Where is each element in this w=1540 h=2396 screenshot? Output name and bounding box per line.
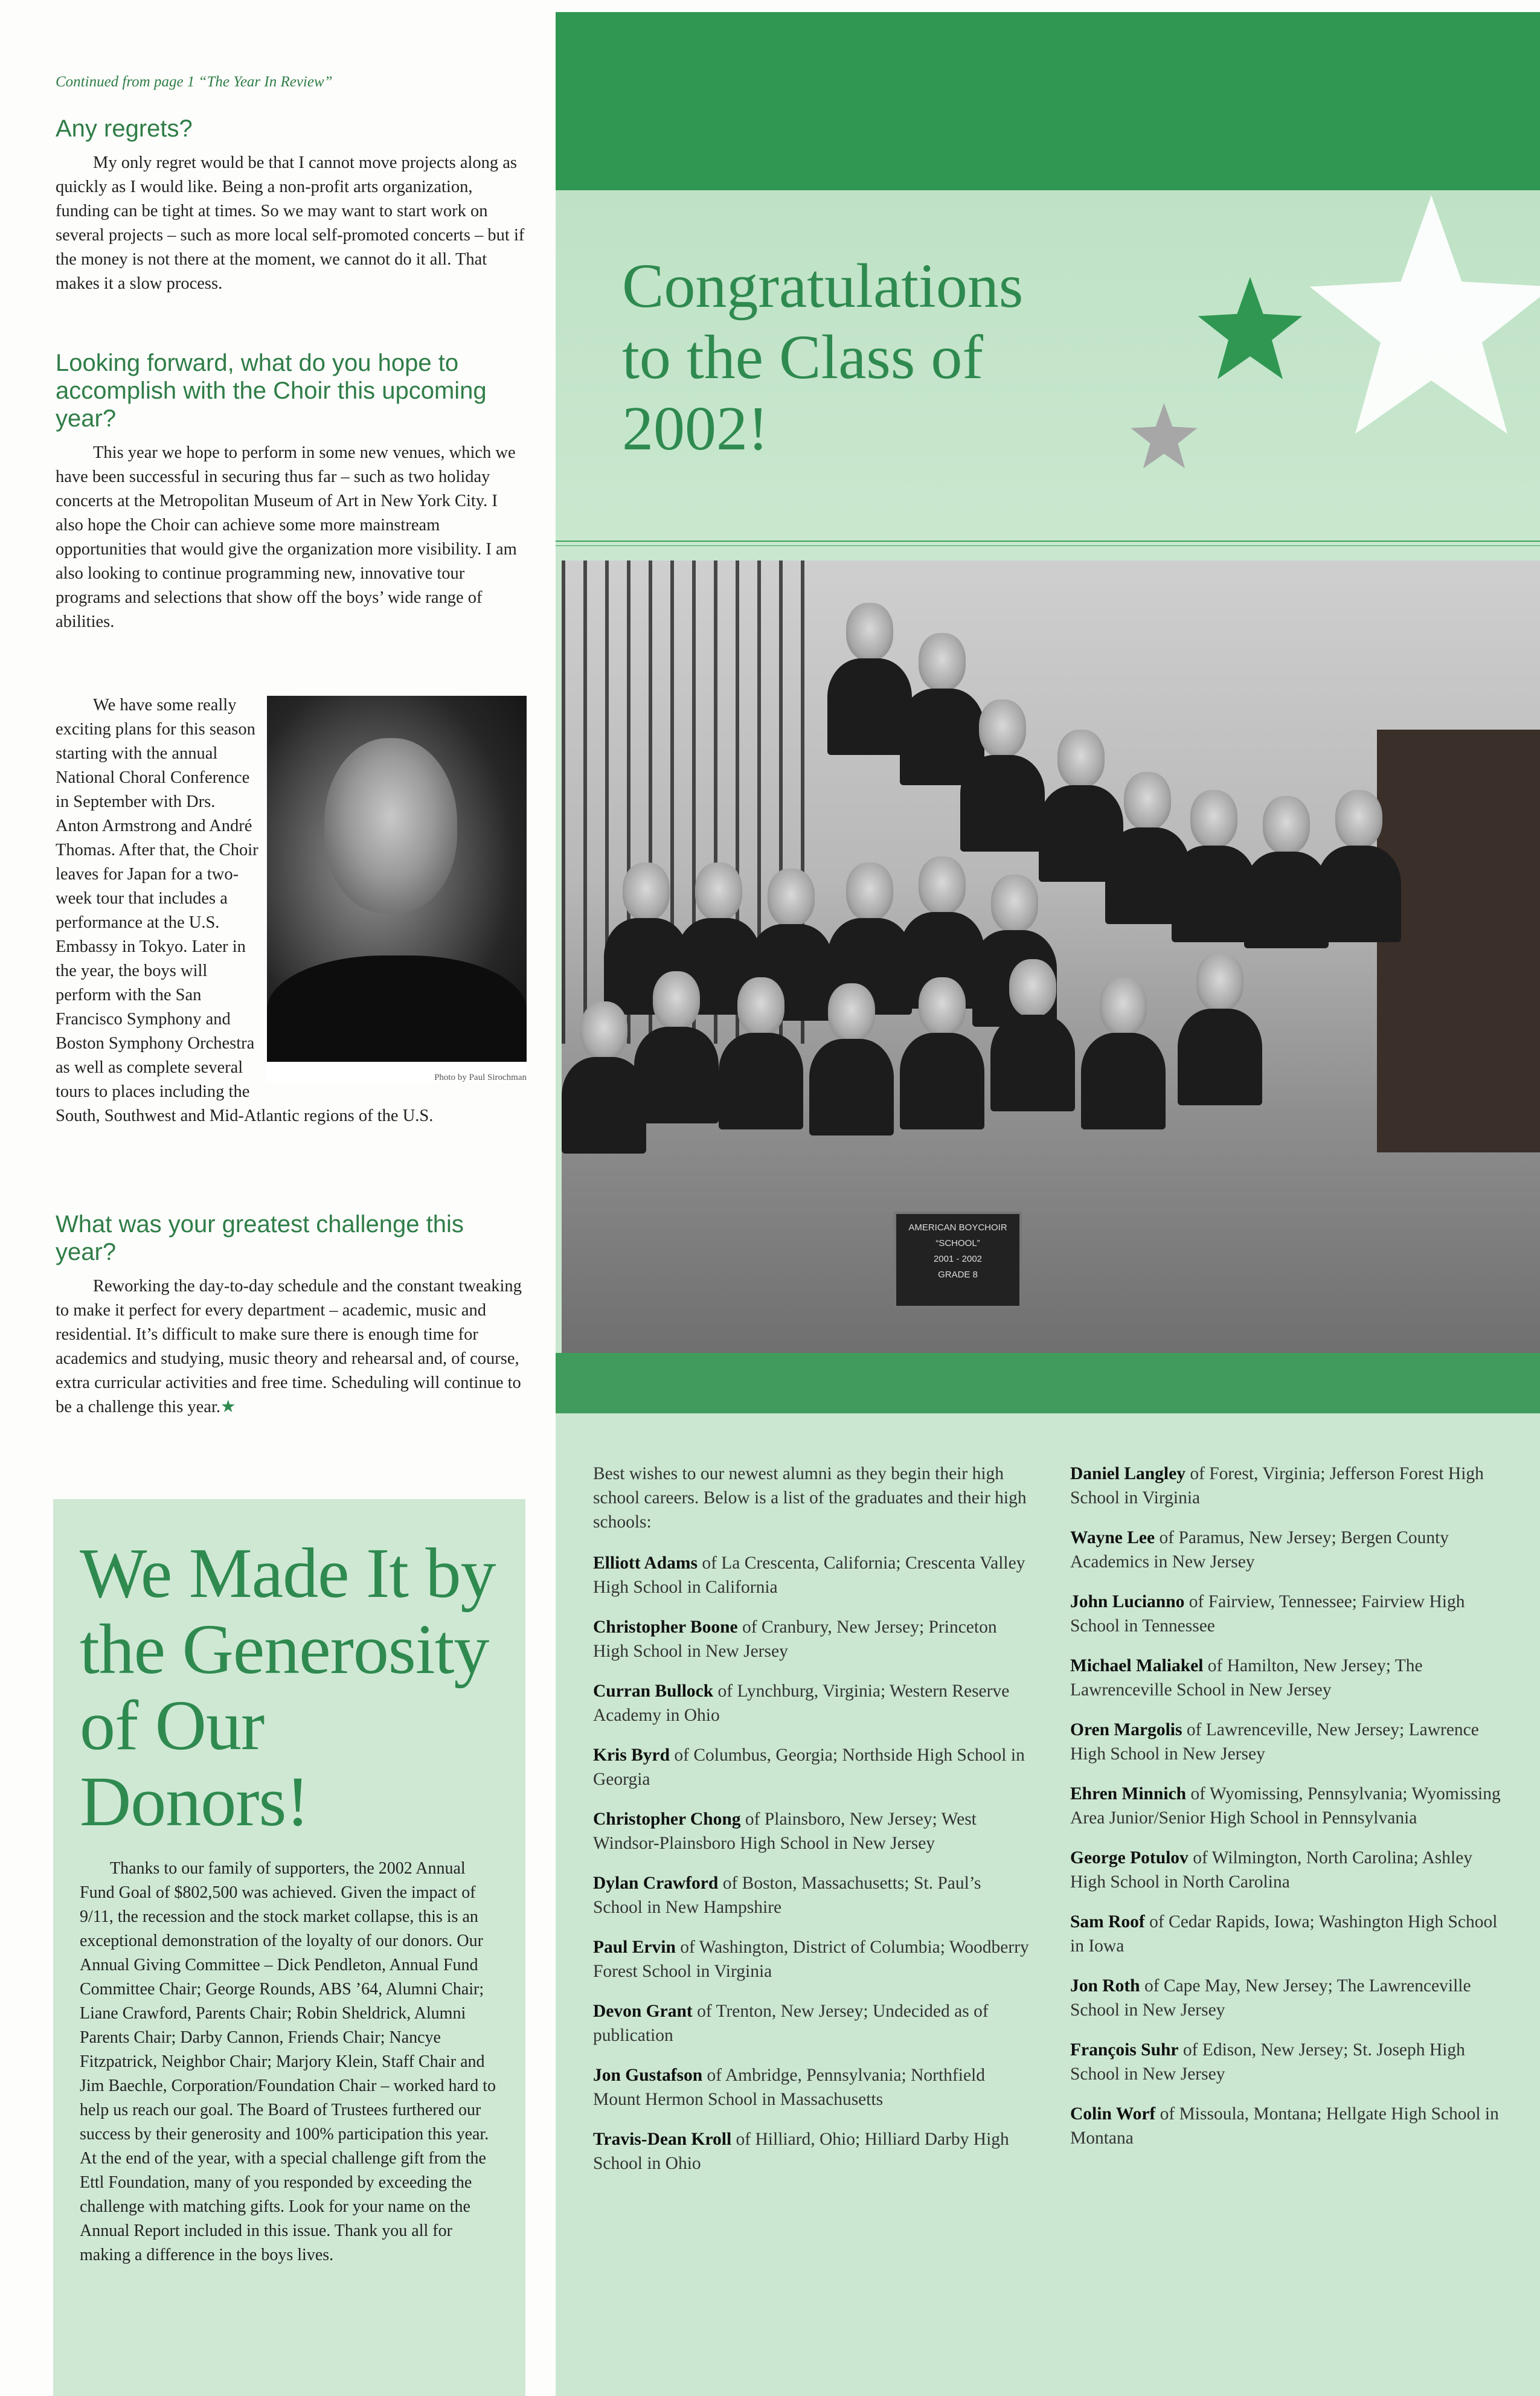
graduate-entry: [1070, 2102, 1511, 2150]
wooden-door: [1377, 730, 1540, 1152]
portrait-photo: [267, 696, 527, 1082]
portrait-image: [267, 696, 527, 1062]
student-figure: [1081, 977, 1166, 1128]
student-figure: [960, 699, 1045, 850]
congrats-line2: to the Class of: [622, 323, 983, 392]
graduate-name: Curran Bullock: [593, 1681, 714, 1701]
class-plaque: [894, 1212, 1022, 1308]
end-star-icon: ★: [220, 1398, 236, 1416]
question-heading: Any regrets?: [56, 115, 193, 142]
graduate-detail: of Wilmington, North Carolina; Ashley High School in North Carolina: [1070, 1848, 1473, 1892]
student-figure: [1244, 796, 1329, 947]
congrats-line1: Congratulations: [622, 251, 1024, 321]
class-group-photo: [562, 560, 1540, 1353]
graduate-detail: of Missoula, Montana; Hellgate High School in Montana: [1070, 2104, 1499, 2148]
portrait-shirt: [267, 956, 527, 1062]
student-figure: [809, 983, 894, 1134]
continued-note: Continued from page 1 “The Year In Review”: [56, 74, 333, 90]
donors-box: [53, 1499, 525, 2396]
graduate-detail: of Lawrenceville, New Jersey; Lawrence High School in New Jersey: [1070, 1720, 1479, 1764]
graduate-detail: of Washington, District of Columbia; Woodberry Forest School in Virginia: [593, 1938, 1029, 1981]
graduate-detail: of Edison, New Jersey; St. Joseph High School in New Jersey: [1070, 2040, 1465, 2084]
graduate-name: Kris Byrd: [593, 1746, 670, 1765]
graduate-name: Paul Ervin: [593, 1938, 676, 1957]
plaque-line: “SCHOOL”: [935, 1238, 980, 1248]
congrats-banner: [556, 190, 1540, 550]
graduate-entry: [1070, 1654, 1511, 1702]
graduate-entry: [1070, 2038, 1511, 2086]
qa-regrets: [56, 115, 527, 296]
answer-text: [56, 1274, 527, 1419]
donors-body: Thanks to our family of supporters, the 2002 Annual Fund Goal of $802,500 was achieved. Given the impact of 9/11, the recession and the stock market collapse, this is an exceptional demonstration of the loyalty of our donors. Our Annual Giving Committee – Dick Pendleton, Annual Fund Committee Chair; George Rounds, ABS ’64, Alumni Chair; Liane Crawford, Parents Chair; Robin Sheldrick, Alumni Parents Chair; Darby Cannon, Friends Chair; Nancye Fitzpatrick, Neighbor Chair; Marjory Klein, Staff Chair and Jim Baechle, Corporation/Foundation Chair – worked hard to help us reach our goal. The Board of Trustees furthered our success by their generosity and 100% participation this year. At the end of the year, with a special challenge gift from the Ettl Foundation, many of you responded by exceeding the challenge with matching gifts. Look for your name on the Annual Report included in this issue. Thank you all for making a difference in the boys lives.: [80, 1859, 496, 2264]
student-figure: [562, 1001, 646, 1152]
student-figure: [634, 971, 719, 1122]
graduate-detail: of Hamilton, New Jersey; The Lawrenceville School in New Jersey: [1070, 1656, 1423, 1700]
graduate-name: Jon Gustafson: [593, 2066, 703, 2085]
plaque-line: GRADE 8: [938, 1270, 978, 1280]
plans-text: We have some really exciting plans for this season starting with the annual National Choral Conference in September with Drs. Anton Armstrong and André Thomas. After that, the Choir leaves for Japan for a two-week tour that includes a performance at the U.S. Embassy in Tokyo. Later in the year, the boys will perform with the San Francisco Symphony and Boston Symphony Orchestra as well as complete several tours to places including the South, Southwest and Mid-Atlantic regions of the U.S.: [56, 696, 434, 1125]
graduate-entry: [593, 2127, 1034, 2176]
graduate-detail: of Paramus, New Jersey; Bergen County Academics in New Jersey: [1070, 1528, 1449, 1572]
graduate-entry: [1070, 1782, 1511, 1830]
large-white-star-icon: [1304, 178, 1540, 456]
graduate-name: Elliott Adams: [593, 1553, 698, 1573]
graduate-name: Jon Roth: [1070, 1976, 1140, 1996]
graduate-entry: [1070, 1718, 1511, 1766]
qa-looking-forward: [56, 349, 527, 634]
graduate-name: Daniel Langley: [1070, 1464, 1185, 1483]
graduate-entry: [593, 1743, 1034, 1791]
graduate-name: Wayne Lee: [1070, 1528, 1155, 1547]
question-heading: Looking forward, what do you hope to accomplish with the Choir this upcoming year?: [56, 350, 487, 432]
graduate-name: Oren Margolis: [1070, 1720, 1182, 1739]
graduate-name: Christopher Boone: [593, 1617, 738, 1637]
mid-green-band: [556, 1353, 1540, 1413]
graduate-entry: [593, 1615, 1034, 1663]
plaque-line: 2001 - 2002: [933, 1254, 983, 1264]
student-figure: [719, 977, 803, 1128]
graduates-column-1: [593, 1462, 1034, 2191]
graduate-entry: [1070, 1846, 1511, 1894]
graduate-detail: of Ambridge, Pennsylvania; Northfield Mount Hermon School in Massachusetts: [593, 2066, 985, 2109]
student-figure: [900, 977, 984, 1128]
top-green-band: [556, 12, 1540, 190]
graduate-detail: of Boston, Massachusetts; St. Paul’s School in New Hampshire: [593, 1874, 981, 1917]
graduate-name: Michael Maliakel: [1070, 1656, 1204, 1675]
graduate-name: Travis-Dean Kroll: [593, 2130, 732, 2149]
graduate-detail: of Lynchburg, Virginia; Western Reserve Academy in Ohio: [593, 1681, 1010, 1725]
graduate-name: Christopher Chong: [593, 1810, 741, 1829]
graduate-entry: [1070, 1590, 1511, 1638]
graduate-detail: of Forest, Virginia; Jefferson Forest High School in Virginia: [1070, 1464, 1484, 1508]
graduate-detail: of Cranbury, New Jersey; Princeton High School in New Jersey: [593, 1617, 997, 1661]
graduate-entry: [1070, 1462, 1511, 1510]
photo-credit: Photo by Paul Sirochman: [434, 1073, 527, 1082]
graduate-entry: [593, 1935, 1034, 1983]
graduate-detail: of Cedar Rapids, Iowa; Washington High School in Iowa: [1070, 1912, 1498, 1956]
gray-star-icon: [1129, 402, 1199, 471]
graduate-name: George Potulov: [1070, 1848, 1189, 1868]
question-heading: What was your greatest challenge this year?: [56, 1211, 464, 1265]
graduate-detail: of Fairview, Tennessee; Fairview High School in Tennessee: [1070, 1592, 1465, 1636]
graduate-entry: [1070, 1910, 1511, 1958]
graduates-column-2: [1070, 1462, 1511, 2166]
graduate-name: François Suhr: [1070, 2040, 1179, 2060]
answer-text: My only regret would be that I cannot move projects along as quickly as I would like. Being a non-profit arts organization, funding can be tight at times. So we may want to start work on several projects – such as more local self-promoted concerts – but if the money is not there at the moment, we cannot do it all. That makes it a slow process.: [56, 153, 525, 293]
donors-headline: We Made It by the Generosity of Our Donors!: [80, 1534, 496, 1841]
graduate-detail: of Wyomissing, Pennsylvania; Wyomissing Area Junior/Senior High School in Pennsylvania: [1070, 1784, 1501, 1828]
divider-rule: [556, 541, 1540, 542]
student-figure: [1178, 953, 1262, 1104]
green-star-icon: [1196, 275, 1304, 384]
student-figure: [1172, 790, 1256, 941]
answer-text: This year we hope to perform in some new venues, which we have been successful in securing thus far – such as two holiday concerts at the Metropolitan Museum of Art in New York City. I also hope the Choir can achieve some more mainstream opportunities that would give the organization more visibility. I am also looking to continue programming new, innovative tour programs and selections that show off the boys’ wide range of abilities.: [56, 443, 517, 631]
graduates-intro: Best wishes to our newest alumni as they begin their high school careers. Below is a list of the graduates and their high schools:: [593, 1464, 1027, 1532]
graduate-entry: [593, 1871, 1034, 1919]
graduate-name: Ehren Minnich: [1070, 1784, 1187, 1803]
graduate-name: Devon Grant: [593, 2002, 693, 2021]
graduate-detail: of Trenton, New Jersey; Undecided as of publication: [593, 2002, 989, 2045]
graduate-entry: [593, 1679, 1034, 1727]
graduate-entry: [593, 1999, 1034, 2048]
plans-section: [56, 693, 527, 1128]
graduate-entry: [593, 1551, 1034, 1599]
graduate-detail: of La Crescenta, California; Crescenta Valley High School in California: [593, 1553, 1025, 1597]
student-figure: [1317, 790, 1401, 941]
graduate-name: John Lucianno: [1070, 1592, 1185, 1611]
graduate-entry: [1070, 1526, 1511, 1574]
plaque-line: AMERICAN BOYCHOIR: [908, 1222, 1007, 1233]
graduate-entry: [593, 1807, 1034, 1855]
answer-body: Reworking the day-to-day schedule and the constant tweaking to make it perfect for every department – academic, music and residential. It’s difficult to make sure there is enough time for academics and studying, music theory and rehearsal and, of course, extra curricular activities and free time. Scheduling will continue to be a challenge this year.: [56, 1277, 522, 1416]
graduate-detail: of Plainsboro, New Jersey; West Windsor-Plainsboro High School in New Jersey: [593, 1810, 977, 1853]
graduate-detail: of Hilliard, Ohio; Hilliard Darby High School in Ohio: [593, 2130, 1009, 2173]
graduate-name: Dylan Crawford: [593, 1874, 719, 1893]
student-figure: [990, 959, 1075, 1110]
student-figure: [827, 603, 912, 754]
congrats-heading: [622, 251, 1117, 464]
qa-greatest-challenge: [56, 1210, 527, 1419]
left-column: [0, 0, 544, 2396]
graduate-detail: of Columbus, Georgia; Northside High School in Georgia: [593, 1746, 1025, 1789]
graduate-name: Sam Roof: [1070, 1912, 1145, 1932]
graduate-entry: [593, 2063, 1034, 2112]
congrats-line3: 2002!: [622, 394, 769, 463]
graduate-detail: of Cape May, New Jersey; The Lawrenceville School in New Jersey: [1070, 1976, 1471, 2020]
graduate-entry: [1070, 1974, 1511, 2022]
divider-rule: [556, 545, 1540, 546]
graduate-name: Colin Worf: [1070, 2104, 1156, 2124]
portrait-face: [324, 738, 457, 913]
